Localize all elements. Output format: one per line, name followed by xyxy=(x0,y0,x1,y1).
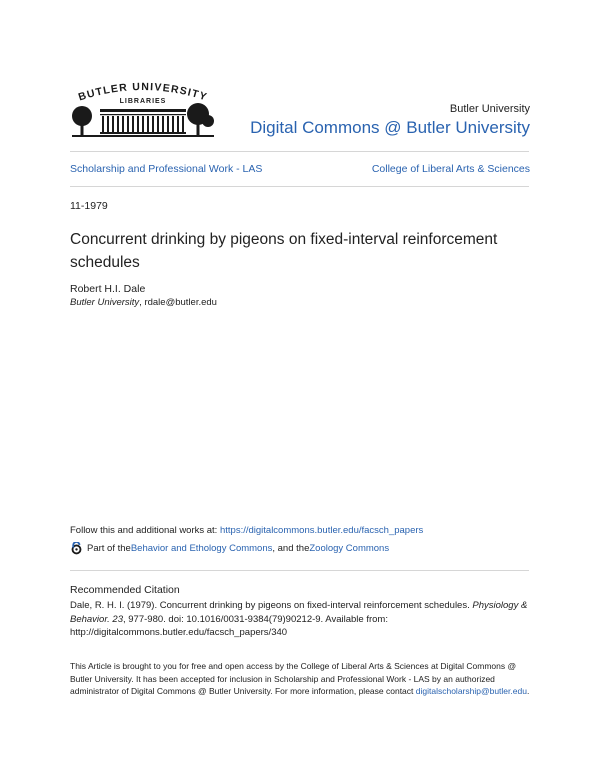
access-notice xyxy=(70,660,532,698)
citation-text xyxy=(70,599,532,640)
divider-top xyxy=(70,151,529,152)
citation-text-after: , 977-980. doi: 10.1016/0031-9384(79)90212-9. Available from: http://digitalcommons.butler.edu/facsch_papers/340 xyxy=(70,613,388,638)
affiliation-email: , rdale@butler.edu xyxy=(139,297,217,308)
behavior-ethology-commons-link[interactable]: Behavior and Ethology Commons xyxy=(130,543,273,554)
publication-date: 11-1979 xyxy=(70,200,108,212)
follow-link[interactable]: https://digitalcommons.butler.edu/facsch_papers xyxy=(219,525,424,536)
follow-text: Follow this and additional works at: xyxy=(70,525,220,536)
part-of-line xyxy=(70,542,389,555)
notice-text: This Article is brought to you for free and open access by the College of Liberal Arts & Sciences at Digital Commons @ Butler University. It has been accepted for inclusion in Scholarship and Professional Work - LAS by an authorized administrator of Digital Commons @ Butler University. For more information, please contact xyxy=(70,661,517,696)
follow-line xyxy=(70,525,423,536)
divider-collections xyxy=(70,186,529,187)
author-name: Robert H.I. Dale xyxy=(70,283,146,295)
citation-journal: Physiology & Behavior. 23 xyxy=(70,600,528,625)
butler-libraries-logo[interactable] xyxy=(68,76,218,146)
open-access-icon xyxy=(70,542,83,555)
affiliation-institution: Butler University xyxy=(70,297,140,308)
college-link[interactable]: College of Liberal Arts & Sciences xyxy=(371,163,530,175)
citation-text-before: Dale, R. H. I. (1979). Concurrent drinking by pigeons on fixed-interval reinforcement schedules. xyxy=(70,600,473,611)
repository-link[interactable]: Digital Commons @ Butler University xyxy=(250,118,530,137)
collection-link-las[interactable]: Scholarship and Professional Work - LAS xyxy=(70,163,263,175)
institution-name: Butler University xyxy=(449,103,530,115)
recommended-citation-label: Recommended Citation xyxy=(70,584,180,596)
divider-citation xyxy=(70,570,529,571)
contact-email-link[interactable]: digitalscholarship@butler.edu xyxy=(415,686,527,696)
logo-text-top: BUTLER UNIVERSITY xyxy=(76,80,210,104)
logo-text-bottom: LIBRARIES xyxy=(119,98,167,105)
author-affiliation xyxy=(70,297,217,308)
zoology-commons-link[interactable]: Zoology Commons xyxy=(309,543,390,554)
notice-end: . xyxy=(526,686,530,696)
part-of-prefix: Part of the xyxy=(87,543,131,554)
article-title: Concurrent drinking by pigeons on fixed-interval reinforcement schedules xyxy=(70,231,498,271)
part-of-middle: , and the xyxy=(272,543,310,554)
